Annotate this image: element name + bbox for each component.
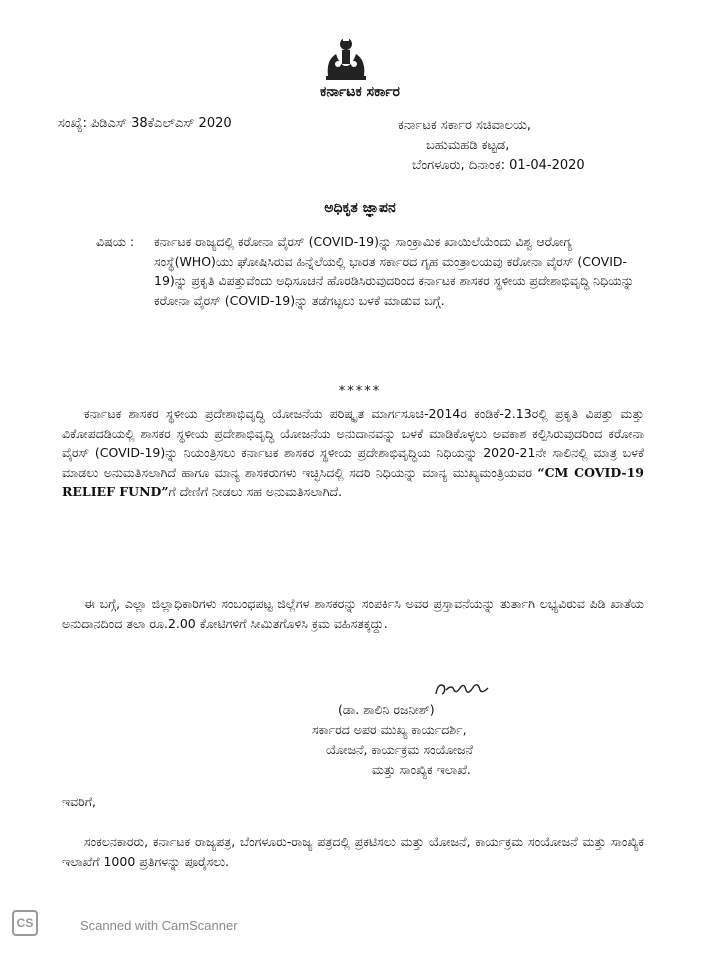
signatory-designation-1: ಸರ್ಕಾರದ ಅಪರ ಮುಖ್ಯ ಕಾರ್ಯದರ್ಶಿ, [312,722,467,737]
address-line-2: ಬಹುಮಹಡಿ ಕಟ್ಟಡ, [426,138,510,153]
signatory-designation-2: ಯೋಜನೆ, ಕಾರ್ಯಕ್ರಮ ಸಂಯೋಜನೆ [326,742,473,757]
handwritten-signature-icon [432,678,492,700]
reference-number: ಸಂಖ್ಯೆ: ಪಿಡಿಎಸ್ 38ಕೆಎಲ್‌ಎಸ್ 2020 [58,116,232,131]
recipients-paragraph: ಸಂಕಲನಕಾರರು, ಕರ್ನಾಟಕ ರಾಜ್ಯಪತ್ರ, ಬೆಂಗಳೂರು-ರಾಜ್ಯ ಪತ್ರದಲ್ಲಿ ಪ್ರಕಟಿಸಲು ಮತ್ತು ಯೋಜನೆ, ಕಾರ್ಯಕ್ರಮ ಸಂಯೋಜನೆ ಮತ್ತು ಸಾಂಖ್ಯಿಕ ಇಲಾಖೆಗೆ 1000 ಪ್ರತಿಗಳನ್ನು ಪೂರೈಸಲು. [62,834,644,869]
office-address [398,116,585,176]
address-line-3-date: ಬೆಂಗಳೂರು, ದಿನಾಂಕ: 01-04-2020 [412,158,585,173]
paragraph-1 [62,404,644,502]
address-line-1: ಕರ್ನಾಟಕ ಸರ್ಕಾರ ಸಚಿವಾಲಯ, [398,118,532,133]
signatory-name: (ಡಾ. ಶಾಲಿನಿ ರಜನೀಶ್) [338,702,435,717]
signatory-designation-3: ಮತ್ತು ಸಾಂಖ್ಯಿಕ ಇಲಾಖೆ. [372,762,471,777]
paragraph-1-part-1: ಕರ್ನಾಟಕ ಶಾಸಕರ ಸ್ಥಳೀಯ ಪ್ರದೇಶಾಭಿವೃದ್ಧಿ ಯೋಜನೆಯ ಪರಿಷ್ಕೃತ ಮಾರ್ಗಸೂಚಿ-2014ರ ಕಂಡಿಕೆ-2.13ರಲ್ಲಿ ಪ್ರಕೃತಿ ವಿಪತ್ತು ಮತ್ತು ವಿಕೋಪದಡಿಯಲ್ಲಿ ಶಾಸಕರ ಸ್ಥಳೀಯ ಪ್ರದೇಶಾಭಿವೃದ್ಧಿ ಯೋಜನೆಯ ಅನುದಾನವನ್ನು ಬಳಕೆ ಮಾಡಿಕೊಳ್ಳಲು ಅವಕಾಶ ಕಲ್ಪಿಸಿರುವುದರಿಂದ ಕರೋನಾ ವೈರಸ್ (COVID-19)ನ್ನು ನಿಯಂತ್ರಿಸಲು ಕರ್ನಾಟಕ ಶಾಸಕರ ಸ್ಥಳೀಯ ಪ್ರದೇಶಾಭಿವೃದ್ಧಿಯ ನಿಧಿಯನ್ನು 2020-21ನೇ ಸಾಲಿನಲ್ಲಿ ಮಾತ್ರ ಬಳಕೆ ಮಾಡಲು ಅನುಮತಿಸಲಾಗಿದೆ ಹಾಗೂ ಮಾನ್ಯ ಶಾಸಕರುಗಳು ಇಚ್ಛಿಸಿದಲ್ಲಿ ಸದರಿ ನಿಧಿಯನ್ನು ಮಾನ್ಯ ಮುಖ್ಯಮಂತ್ರಿಯವರ [62,406,644,480]
signatory-block [312,700,473,780]
separator-stars: ***** [338,384,382,399]
paragraph-2: ಈ ಬಗ್ಗೆ, ಎಲ್ಲಾ ಜಿಲ್ಲಾಧಿಕಾರಿಗಳು ಸಂಬಂಧಪಟ್ಟ ಜಿಲ್ಲೆಗಳ ಶಾಸಕರನ್ನು ಸಂಪರ್ಕಿಸಿ ಅವರ ಪ್ರಸ್ತಾವನೆಯನ್ನು ತುರ್ತಾಗಿ ಲಭ್ಯವಿರುವ ಪಿಡಿ ಖಾತೆಯ ಅನುದಾನದಿಂದ ತಲಾ ರೂ.2.00 ಕೋಟಿಗಳಿಗೆ ಸೀಮಿತಗೊಳಿಸಿ ಕ್ರಮ ವಹಿಸತಕ್ಕದ್ದು. [62,596,644,631]
subject-label: ವಿಷಯ : [96,234,135,249]
relief-fund-name: “CM COVID-19 RELIEF FUND” [62,464,644,499]
paragraph-1-part-2: ಗೆ ದೇಣಿಗೆ ನೀಡಲು ಸಹ ಅನುಮತಿಸಲಾಗಿದೆ. [168,484,343,499]
scanned-with-text: Scanned with CamScanner [80,918,238,933]
camscanner-logo-icon: CS [12,910,38,936]
government-title: ಕರ್ನಾಟಕ ಸರ್ಕಾರ [320,84,400,100]
subject-text: ಕರ್ನಾಟಕ ರಾಜ್ಯದಲ್ಲಿ ಕರೋನಾ ವೈರಸ್ (COVID-19)ನ್ನು ಸಾಂಕ್ರಾಮಿಕ ಖಾಯಿಲೆಯೆಂದು ವಿಶ್ವ ಆರೋಗ್ಯ ಸಂಸ್ಥೆ(WHO)ಯು ಘೋಷಿಸಿರುವ ಹಿನ್ನೆಲೆಯಲ್ಲಿ ಭಾರತ ಸರ್ಕಾರದ ಗೃಹ ಮಂತ್ರಾಲಯವು ಕರೋನಾ ವೈರಸ್ (COVID-19)ನ್ನು ಪ್ರಕೃತಿ ವಿಪತ್ತುವೆಂದು ಅಧಿಸೂಚನೆ ಹೊರಡಿಸಿರುವುದರಿಂದ ಕರ್ನಾಟಕ ಶಾಸಕರ ಸ್ಥಳೀಯ ಪ್ರದೇಶಾಭಿವೃದ್ಧಿ ನಿಧಿಯನ್ನು ಕರೋನಾ ವೈರಸ್ (COVID-19)ನ್ನು ತಡೆಗಟ್ಟಲು ಬಳಕೆ ಮಾಡುವ ಬಗ್ಗೆ. [154,234,635,308]
to-label: ಇವರಿಗೆ, [62,794,96,809]
karnataka-emblem-icon [318,36,374,82]
document-title: ಅಧಿಕೃತ ಜ್ಞಾಪನ [324,200,396,216]
